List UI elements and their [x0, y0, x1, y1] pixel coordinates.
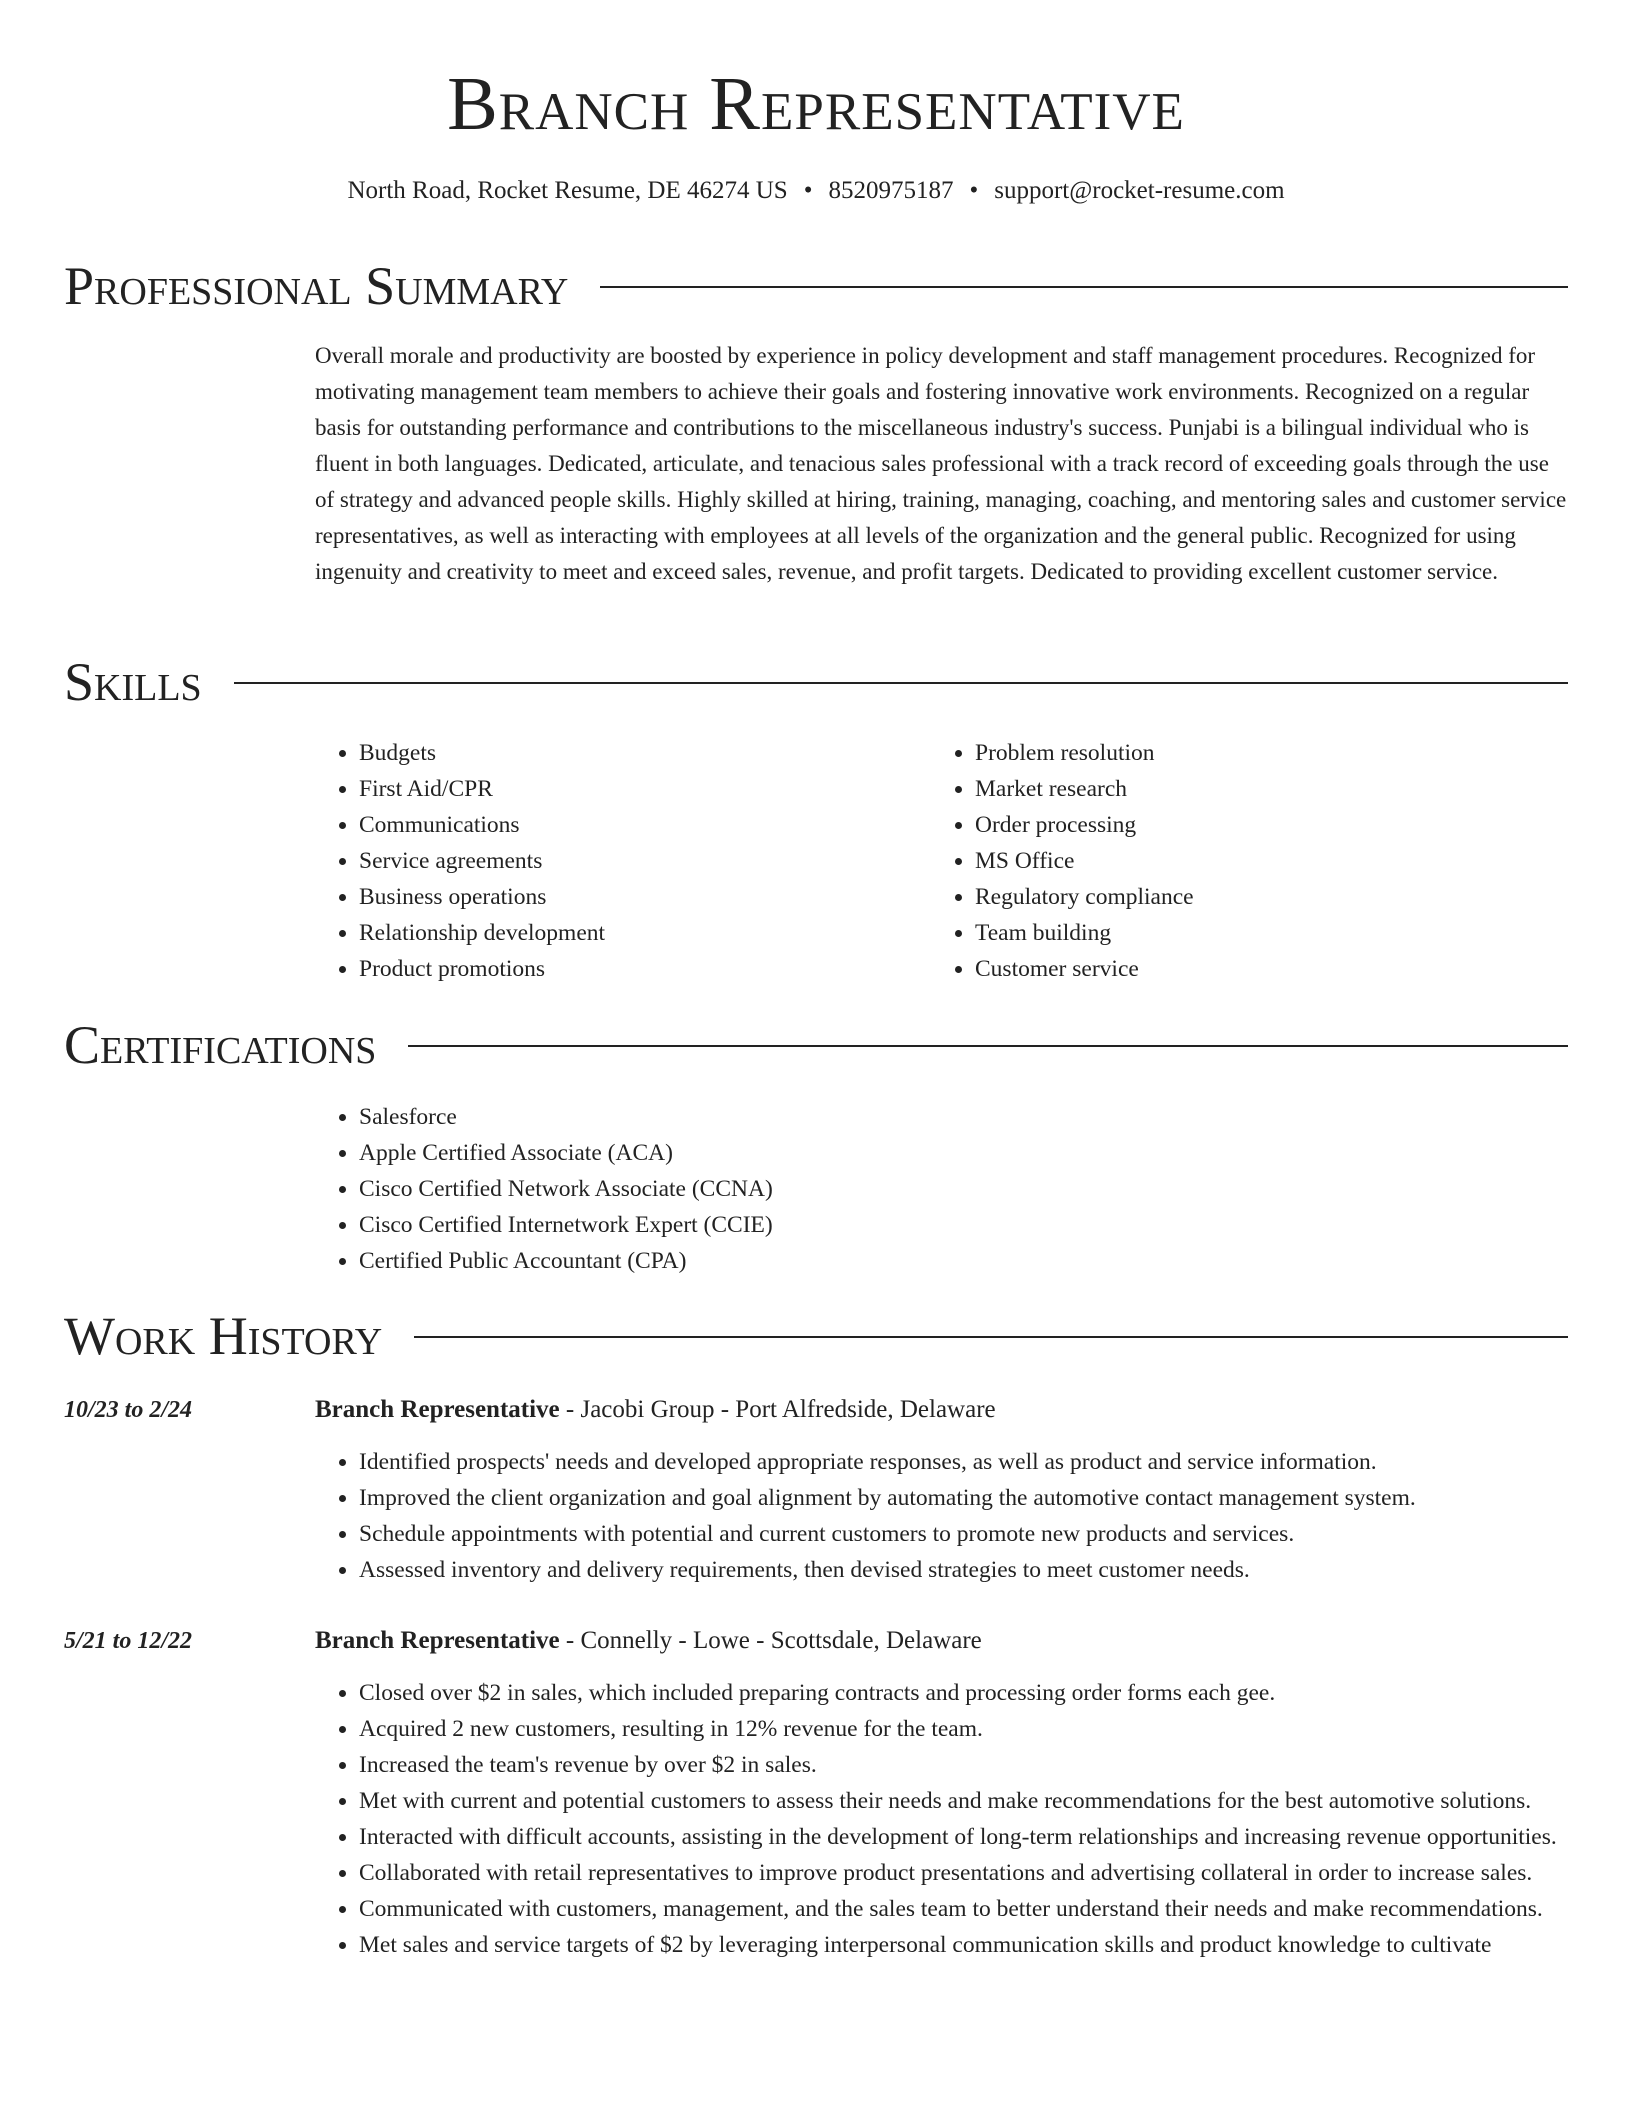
- email: support@rocket-resume.com: [994, 177, 1285, 204]
- skill-item: • Order processing: [975, 807, 1491, 843]
- certifications-list: [315, 1099, 1215, 1279]
- section-divider: [234, 682, 1568, 684]
- skills-list: [931, 735, 1491, 987]
- address: North Road, Rocket Resume, DE 46274 US: [347, 177, 788, 204]
- contact-line: [0, 174, 1632, 208]
- summary-text: Overall morale and productivity are boosted by experience in policy development and staff management procedures. Recognized for motivating management team members to achieve their goals and fostering innovative work environments. Recognized on a regular basis for outstanding performance and contributions to the miscellaneous industry's success. Punjabi is a bilingual individual who is fluent in both languages. Dedicated, articulate, and tenacious sales professional with a track record of exceeding goals through the use of strategy and advanced people skills. Highly skilled at hiring, training, managing, coaching, and mentoring sales and customer service representatives, as well as interacting with employees at all levels of the organization and the general public. Recognized for using ingenuity and creativity to meet and exceed sales, revenue, and profit targets. Dedicated to providing excellent customer service.: [315, 343, 1567, 584]
- job-bullet-item: • Identified prospects' needs and developed appropriate responses, as well as product and service information.: [359, 1444, 1585, 1480]
- job-bullet-item: • Interacted with difficult accounts, assisting in the development of long-term relationships and increasing revenue opportunities.: [359, 1819, 1585, 1855]
- certifications-column: [315, 1099, 1215, 1279]
- skills-column-left: [315, 735, 875, 987]
- skills-section-header: [64, 652, 1568, 712]
- summary-heading: Professional Summary: [64, 256, 569, 316]
- skill-item: • Business operations: [359, 879, 875, 915]
- skill-item: • MS Office: [975, 843, 1491, 879]
- skills-list: [315, 735, 875, 987]
- job-dates: 10/23 to 2/24: [64, 1397, 193, 1423]
- job-bullets: [315, 1444, 1585, 1588]
- job-bullet-item: • Closed over $2 in sales, which included preparing contracts and processing order forms each gee.: [359, 1675, 1585, 1711]
- skill-item: • Regulatory compliance: [975, 879, 1491, 915]
- separator-dot: •: [803, 177, 813, 204]
- job-duties: [315, 1675, 1585, 1963]
- skill-item: • Communications: [359, 807, 875, 843]
- section-divider: [408, 1045, 1568, 1047]
- section-divider: [414, 1336, 1568, 1338]
- certification-item: • Apple Certified Associate (ACA): [359, 1135, 1215, 1171]
- job-heading: [315, 1624, 982, 1658]
- skill-item: • First Aid/CPR: [359, 771, 875, 807]
- certification-item: • Salesforce: [359, 1099, 1215, 1135]
- job-heading: [315, 1393, 996, 1427]
- skill-item: • Budgets: [359, 735, 875, 771]
- skill-item: • Relationship development: [359, 915, 875, 951]
- job-bullet-item: • Communicated with customers, management, and the sales team to better understand their needs and make recommendations.: [359, 1891, 1585, 1927]
- job-employer-location: - Connelly - Lowe - Scottsdale, Delaware: [559, 1627, 982, 1654]
- skill-item: • Service agreements: [359, 843, 875, 879]
- work-history-heading: Work History: [64, 1306, 383, 1366]
- job-bullet-item: • Schedule appointments with potential and current customers to promote new products and services.: [359, 1516, 1585, 1552]
- summary-section-header: [64, 256, 1568, 316]
- skill-item: • Team building: [975, 915, 1491, 951]
- phone: 8520975187: [828, 177, 954, 204]
- certifications-heading: Certifications: [64, 1015, 377, 1075]
- job-title: Branch Representative: [315, 1627, 560, 1654]
- job-bullet-item: • Assessed inventory and delivery requirements, then devised strategies to meet customer needs.: [359, 1552, 1585, 1588]
- certification-item: • Cisco Certified Internetwork Expert (CCIE): [359, 1207, 1215, 1243]
- job-bullet-item: • Collaborated with retail representatives to improve product presentations and advertising collateral in order to increase sales.: [359, 1855, 1585, 1891]
- job-bullet-item: • Met with current and potential customers to assess their needs and make recommendations for the best automotive solutions.: [359, 1783, 1585, 1819]
- certifications-section-header: [64, 1015, 1568, 1075]
- work-history-section-header: [64, 1306, 1568, 1366]
- section-divider: [600, 286, 1568, 288]
- skill-item: • Problem resolution: [975, 735, 1491, 771]
- separator-dot: •: [969, 177, 979, 204]
- skills-heading: Skills: [64, 652, 202, 712]
- job-bullet-item: • Acquired 2 new customers, resulting in 12% revenue for the team.: [359, 1711, 1585, 1747]
- job-employer-location: - Jacobi Group - Port Alfredside, Delaware: [559, 1396, 996, 1423]
- certification-item: • Certified Public Accountant (CPA): [359, 1243, 1215, 1279]
- certification-item: • Cisco Certified Network Associate (CCNA): [359, 1171, 1215, 1207]
- skill-item: • Market research: [975, 771, 1491, 807]
- job-dates: 5/21 to 12/22: [64, 1628, 193, 1654]
- job-title: Branch Representative: [315, 1396, 560, 1423]
- job-duties: [315, 1444, 1585, 1588]
- job-bullet-item: • Improved the client organization and goal alignment by automating the automotive contact management system.: [359, 1480, 1585, 1516]
- skill-item: • Customer service: [975, 951, 1491, 987]
- skill-item: • Product promotions: [359, 951, 875, 987]
- job-bullet-item: • Met sales and service targets of $2 by leveraging interpersonal communication skills and product knowledge to cultivate: [359, 1927, 1585, 1963]
- job-bullets: [315, 1675, 1585, 1963]
- resume-name: Branch Representative: [447, 62, 1185, 146]
- job-bullet-item: • Increased the team's revenue by over $2 in sales.: [359, 1747, 1585, 1783]
- skills-column-right: [931, 735, 1491, 987]
